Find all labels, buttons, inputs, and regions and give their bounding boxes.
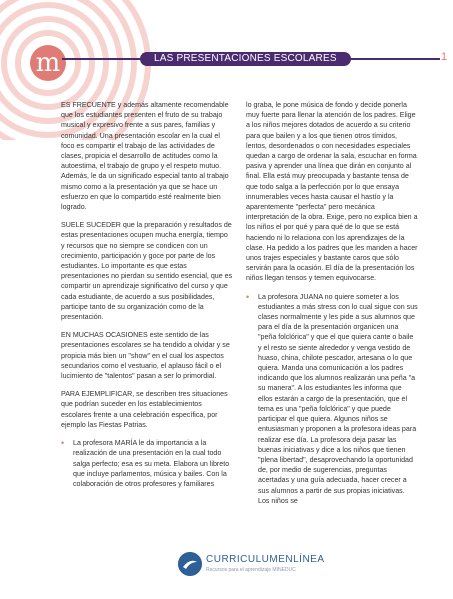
footer-brand: CURRICULUMENLÍNEA <box>206 554 325 565</box>
page-title: LAS PRESENTACIONES ESCOLARES <box>140 52 351 66</box>
title-bar <box>62 52 440 66</box>
footer-tagline: Recursos para el aprendizaje MINEDUC <box>206 567 296 573</box>
right-column <box>246 100 418 514</box>
bullet-item: • La profesora MARÍA le da importancia a la realización de una presentación en la cual todo salga perfecto; esa es su meta. Elabora un libreto que incluye parlamentos, música y bailes. Con la colaboración de otros profesores y familiares <box>61 438 233 489</box>
paragraph: lo graba, le pone música de fondo y decide ponerla muy fuerte para llenar la atención de los padres. Elige a los niños mejores dotados de acuerdo a su criterio para que bailen y a los que tienen otros tímidos, lentos, desordenados o con necesidades especiales quedan a cargo de ordenar la sala, escuchar en forma pasiva y aprender una línea que dirán en conjunto al final. Ella está muy preocupada y bastante tensa de que todo salga a la perfección por lo que ensaya innumerables veces hasta causar el hastío y la aparentemente "perfecta" pero mecánica interpretación de la obra. Exige, pero no explica bien a los niños el por qué y para qué de lo que se está haciendo ni lo relaciona con los aprendizajes de la clase. Ha pedido a los padres que les manden a hacer unos trajes especiales y bastante caros que sólo servirán para la ocasión. El día de la presentación los niños llegan tensos y temen equivocarse. <box>246 101 418 283</box>
paragraph: SUELE SUCEDER que la preparación y resultados de estas presentaciones ocupen mucha energía, tiempo y recursos que no siempre se condicen con un crecimiento, participación y goce por parte de los estudiantes. Lo importante es que estas presentaciones no pierdan su sentido esencial, que es compartir un aprendizaje significativo del curso y que cada estudiante, de acuerdo a sus posibilidades, participe tanto de su organización como de la presentación. <box>61 221 233 322</box>
paragraph: EN MUCHAS OCASIONES este sentido de las presentaciones escolares se ha tendido a olvidar y se propicia más bien un "show" en el cual los aspectos secundarios como el vestuario, el aplauso fácil o el lucimiento de "talentos" pasan a ser lo primordial. <box>61 331 230 381</box>
page-number: 1 <box>441 51 448 63</box>
paragraph: ES FRECUENTE y además altamente recomendable que los estudiantes presenten el fruto de su trabajo musical y expresivo frente a sus pares, familias y comunidad. Una presentación escolar en la cual el foco es compartir el trabajo de las actividades de clases, propicia el desarrollo de actitudes como la autoestima, el trabajo de grupo y el respeto mutuo. Además, le da un significado especial tanto al trabajo mismo como a la presentación ya que se hace un esfuerzo en que lo compartido esté realmente bien logrado. <box>61 101 229 212</box>
logo-m-icon: m <box>30 45 66 81</box>
paragraph: PARA EJEMPLIFICAR, se describen tres situaciones que podrían suceder en los establecimientos escolares frente a una celebración específica, por ejemplo las Fiestas Patrias. <box>61 390 228 429</box>
bullet-item: • La profesora JUANA no quiere someter a los estudiantes a más stress con lo cual sigue con sus clases normalmente y les pide a sus alumnos que para el día de la presentación organicen una "peña folclórica" y que el que quiera cante o baile y el resto se siente alrededor y venga vestido de huaso, china, chilote pescador, artesana o lo que quiera. Manda una comunicación a los padres indicando que los alumnos realizarán una peña "a su manera". A los estudiantes les informa que ellos estarán a cargo de la presentación, que el tema es una "peña folclórica" y que puede participar el que quiera. Algunos niños se entusiasman y proponen a la profesora ideas para realizar ese día. La profesora deja pasar las buenas iniciativas y dice a los niños que tienen "plena libertad", desaprovechando la oportunidad de, por medio de sugerencias, preguntas acertadas y una guía adecuada, hacer crecer a sus alumnos a partir de sus propias iniciativas. Los niños se <box>246 292 418 506</box>
curriculum-logo-icon <box>178 552 202 576</box>
footer-logo <box>178 552 358 578</box>
left-column <box>61 100 233 497</box>
